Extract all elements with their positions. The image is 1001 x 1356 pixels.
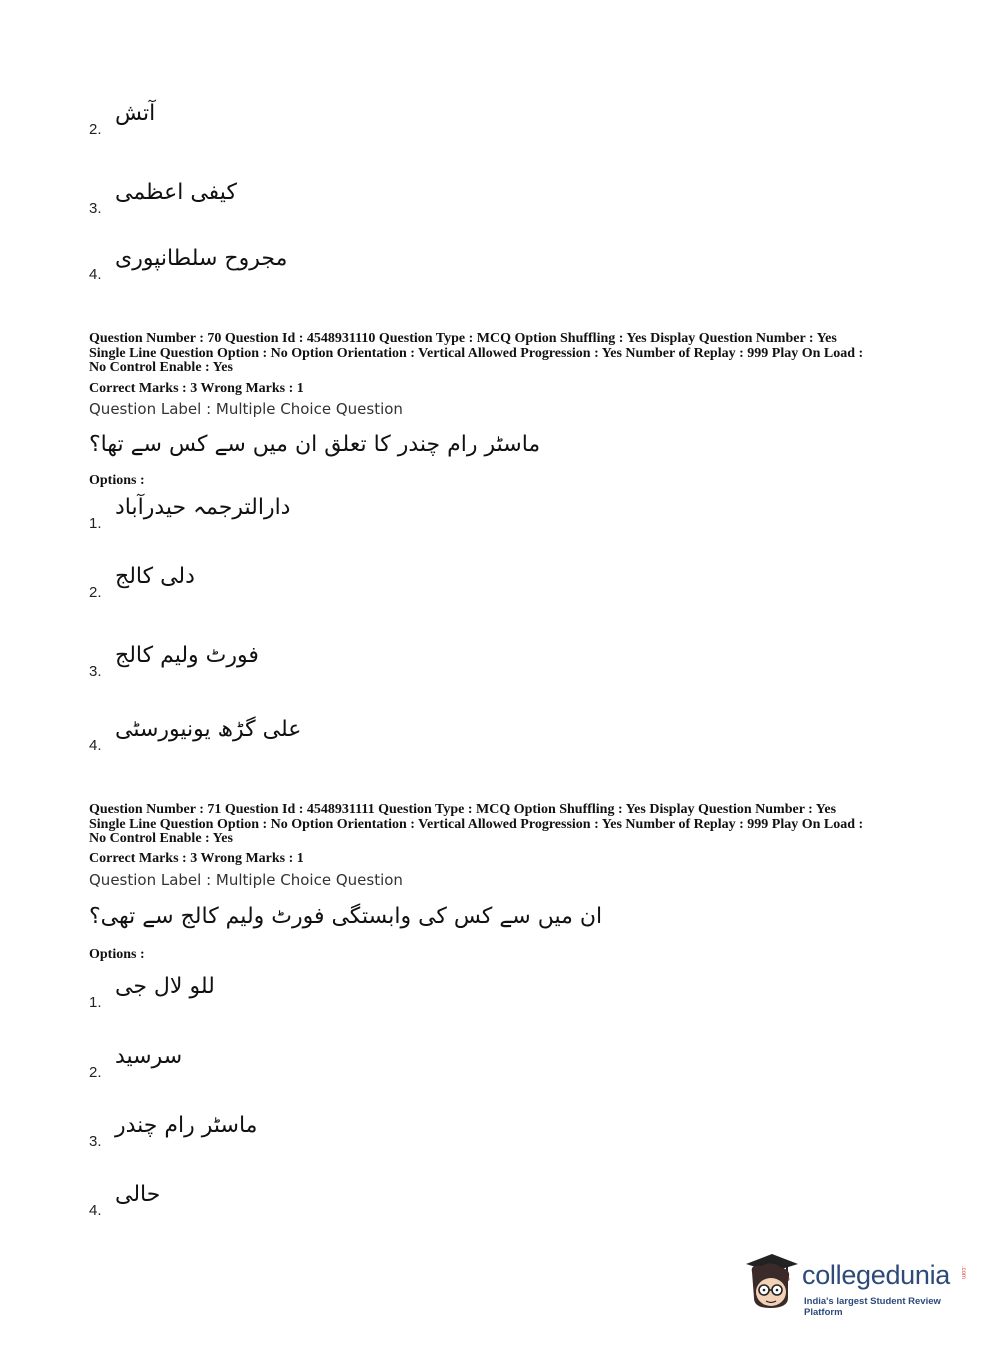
q71-option-4[interactable] [89,1159,389,1219]
options-heading: Options : [89,473,145,488]
question-marks: Correct Marks : 3 Wrong Marks : 1 [89,851,304,866]
option-text: علی گڑھ یونیورسٹی [115,717,302,742]
option-text: فورٹ ولیم کالج [115,643,259,668]
prev-option-3[interactable] [89,157,389,217]
question-marks: Correct Marks : 3 Wrong Marks : 1 [89,381,304,396]
option-number: 4. [89,266,102,283]
logo-tagline: India's largest Student Review Platform [804,1296,941,1318]
option-number: 1. [89,515,102,532]
option-text: آتش [115,101,156,126]
question-label: Question Label : Multiple Choice Question [89,400,403,418]
prev-option-4[interactable] [89,223,389,283]
meta-line: No Control Enable : Yes [89,360,233,375]
meta-line: Single Line Question Option : No Option Orientation : Vertical Allowed Progression : Yes Number of Replay : 999 Play On Load : [89,345,864,361]
logo-domain-suffix: .com [960,1266,966,1280]
option-number: 3. [89,663,102,680]
option-text: حالی [115,1182,161,1207]
logo-wordmark: collegedunia [802,1260,951,1290]
meta-line: Question Number : 71 Question Id : 4548931111 Question Type : MCQ Option Shuffling : Yes Display Question Number : Yes [89,802,837,817]
question-label: Question Label : Multiple Choice Question [89,871,403,889]
option-text: مجروح سلطانپوری [115,246,288,271]
option-text: للو لال جی [115,974,215,999]
q70-option-4[interactable] [89,694,389,754]
option-text: دارالترجمہ حیدرآباد [115,495,291,520]
q70-option-2[interactable] [89,541,389,601]
q71-option-1[interactable] [89,951,389,1011]
meta-line: Single Line Question Option : No Option Orientation : Vertical Allowed Progression : Yes Number of Replay : 999 Play On Load : [89,816,864,832]
collegedunia-logo[interactable] [742,1250,972,1320]
option-text: دلی کالج [115,564,195,589]
q71-option-3[interactable] [89,1090,389,1150]
option-text: کیفی اعظمی [115,180,237,205]
student-mascot-icon [742,1250,802,1314]
option-number: 4. [89,737,102,754]
option-number: 4. [89,1202,102,1219]
option-number: 2. [89,1064,102,1081]
question-meta [89,803,919,847]
option-number: 2. [89,121,102,138]
q70-option-3[interactable] [89,620,389,680]
meta-line: Question Number : 70 Question Id : 4548931110 Question Type : MCQ Option Shuffling : Yes Display Question Number : Yes [89,331,837,346]
options-heading: Options : [89,947,145,962]
prev-option-2[interactable] [89,78,389,138]
option-text: سرسید [115,1044,183,1069]
option-number: 3. [89,1133,102,1150]
option-text: ماسٹر رام چندر [115,1113,258,1138]
option-number: 3. [89,200,102,217]
q70-option-1[interactable] [89,472,389,532]
question-meta [89,332,919,376]
option-number: 1. [89,994,102,1011]
question-text: ماسٹر رام چندر کا تعلق ان میں سے کس سے تھا؟ [89,432,541,457]
q71-option-2[interactable] [89,1021,389,1081]
question-text: ان میں سے کس کی وابستگی فورٹ ولیم کالج سے تھی؟ [89,904,603,929]
meta-line: No Control Enable : Yes [89,831,233,846]
option-number: 2. [89,584,102,601]
